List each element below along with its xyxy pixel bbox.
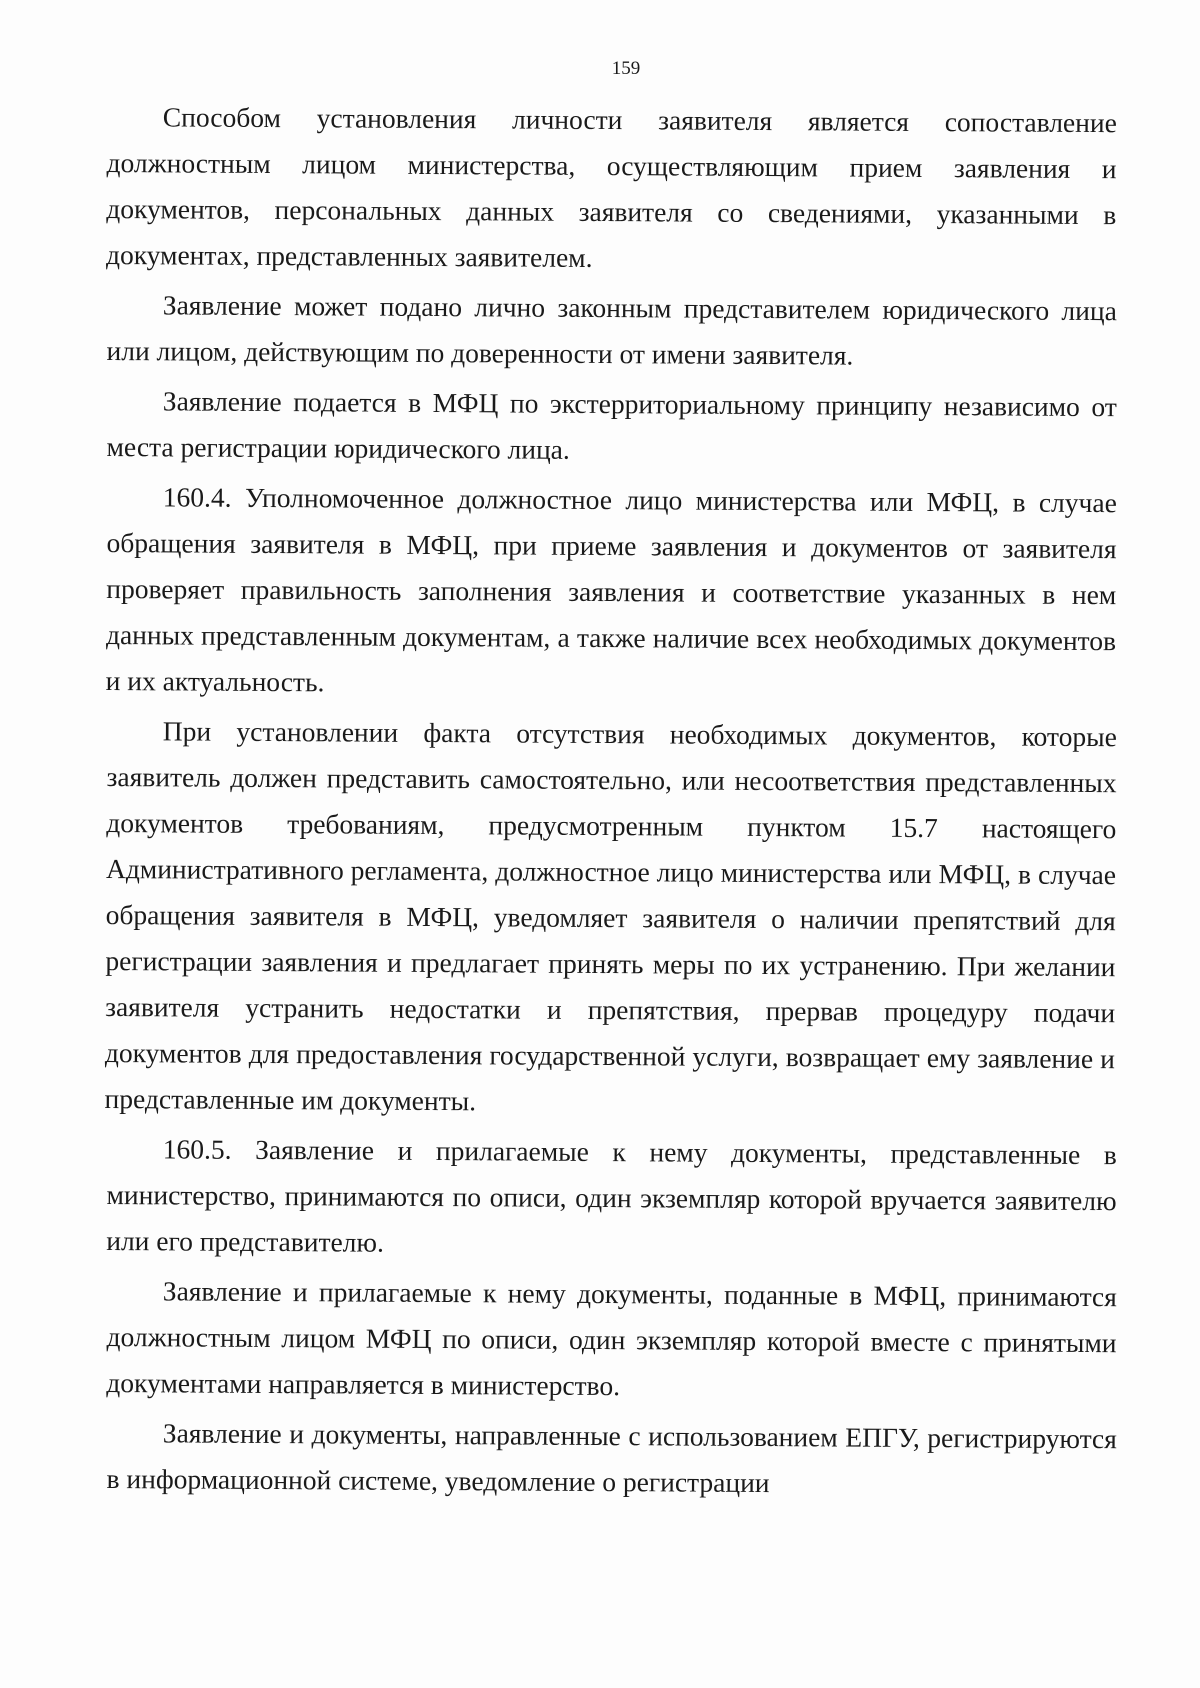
paragraph-mfc-submission: Заявление и прилагаемые к нему документы, поданные в МФЦ, принимаются должностным лицом МФЦ по описи, один экземпляр которой вместе с принятыми документами направляется в министерство. xyxy=(106,1275,1117,1402)
paragraph-160-5: 160.5. Заявление и прилагаемые к нему документы, представленные в министерство, принимаются по описи, один экземпляр которой вручается заявителю или его представителю. xyxy=(106,1133,1117,1258)
paragraph-extraterritorial: Заявление подается в МФЦ по экстерриториальному принципу независимо от места регистрации юридического лица. xyxy=(106,385,1117,465)
document-body xyxy=(104,94,1117,1502)
page-number: 159 xyxy=(611,58,641,79)
paragraph-missing-documents: При установлении факта отсутствия необходимых документов, которые заявитель должен представить самостоятельно, или несоответствия представленных документов требованиям, предусмотренным пунктом 15.7 настоящего Административного регламента, должностное лицо министерства или МФЦ, в случае обращения заявителя в МФЦ, уведомляет заявителя о наличии препятствий для регистрации заявления и предлагает принять меры по их устранению. При желании заявителя устранить недостатки и препятствия, прервав процедуру подачи документов для предоставления государственной услуги, возвращает ему заявление и представленные им документы. xyxy=(104,715,1117,1117)
paragraph-representative: Заявление может подано лично законным представителем юридического лица или лицом, действующим по доверенности от имени заявителя. xyxy=(106,289,1117,371)
paragraph-160-4: 160.4. Уполномоченное должностное лицо министерства или МФЦ, в случае обращения заявителя в МФЦ, при приеме заявления и документов от заявителя проверяет правильность заполнения заявления и соответствие указанных в нем данных представленным документам, а также наличие всех необходимых документов и их актуальность. xyxy=(105,481,1117,698)
paragraph-identity-verification: Способом установления личности заявителя является сопоставление должностным лицом министерства, осуществляющим прием заявления и документов, персональных данных заявителя со сведениями, указанными в документах, представленных заявителем. xyxy=(105,101,1117,273)
paragraph-epgu-registration: Заявление и документы, направленные с использованием ЕПГУ, регистрируются в информационной системе, уведомление о регистрации xyxy=(106,1417,1117,1499)
